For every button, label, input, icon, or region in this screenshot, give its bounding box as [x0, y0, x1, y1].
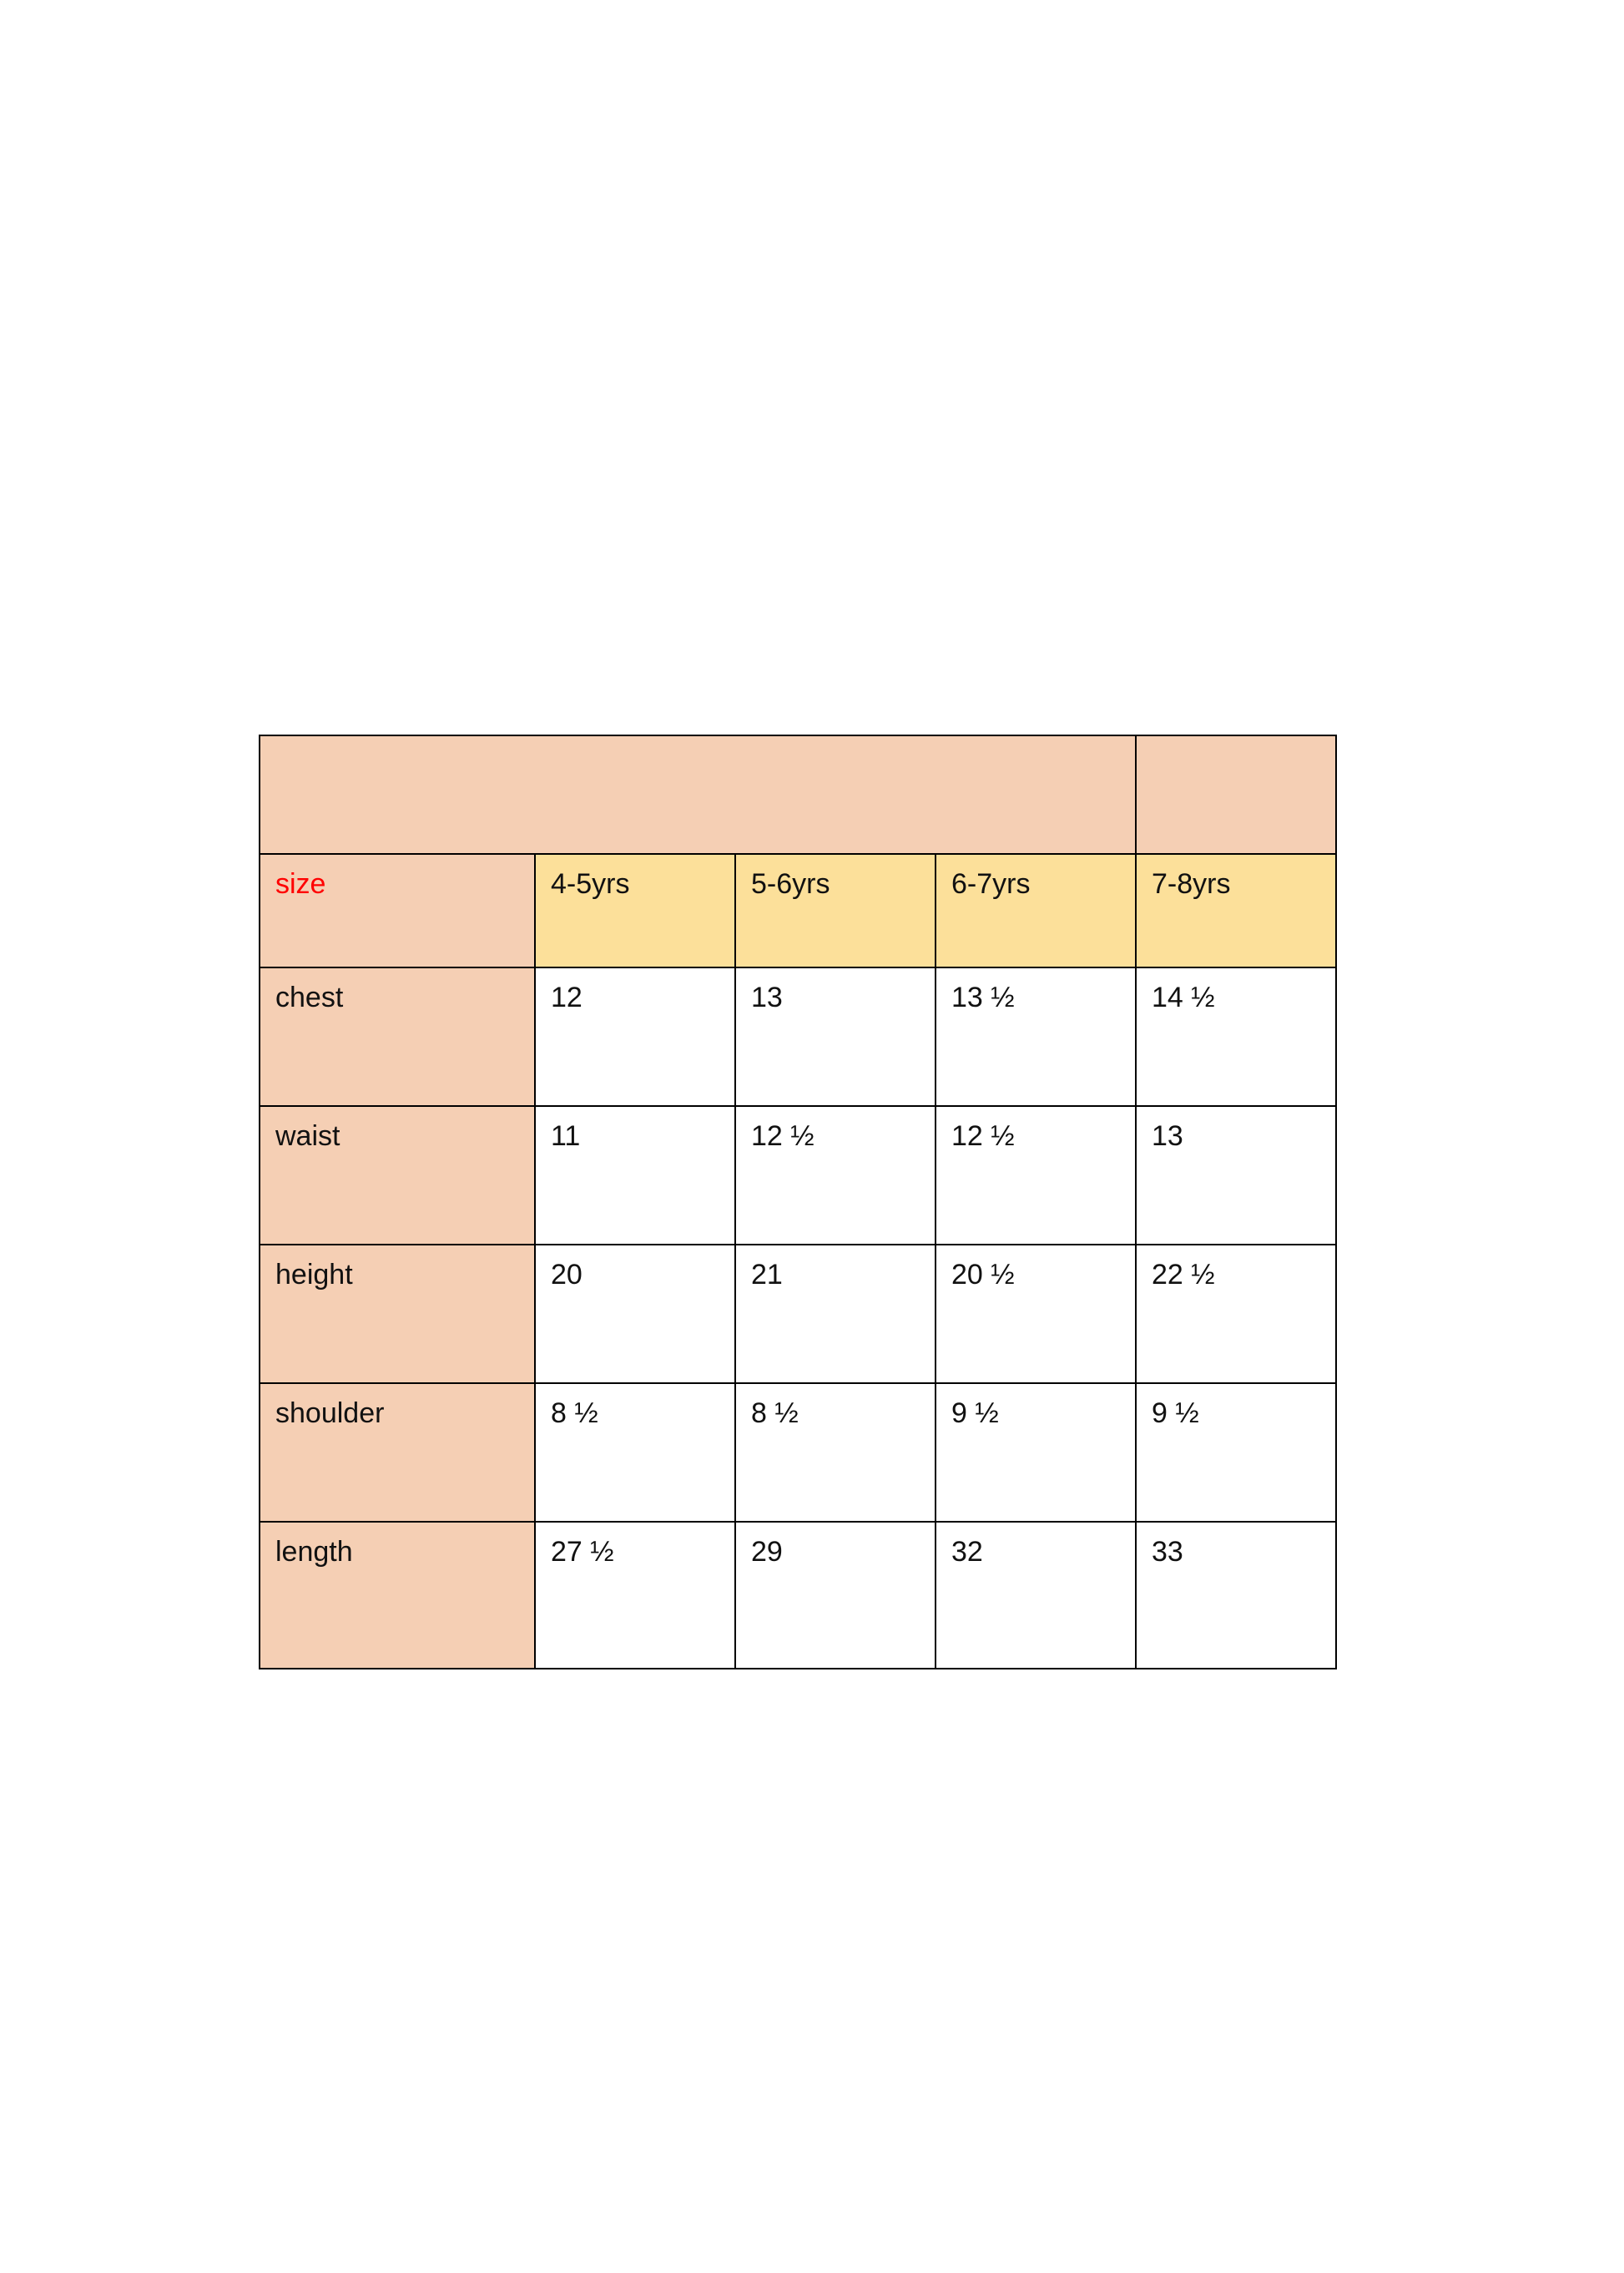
cell-length-1: 27 ½	[535, 1522, 735, 1669]
cell-shoulder-2: 8 ½	[735, 1383, 936, 1522]
row-label-chest: chest	[260, 967, 535, 1106]
table-row	[260, 1106, 1336, 1245]
column-header-1: 4-5yrs	[535, 854, 735, 967]
header-label-size: size	[260, 854, 535, 967]
cell-height-3: 20 ½	[936, 1245, 1136, 1383]
table-band-row	[260, 735, 1336, 854]
cell-shoulder-1: 8 ½	[535, 1383, 735, 1522]
row-label-height: height	[260, 1245, 535, 1383]
cell-height-4: 22 ½	[1136, 1245, 1336, 1383]
cell-waist-1: 11	[535, 1106, 735, 1245]
table-row	[260, 1522, 1336, 1669]
band-cell-left	[260, 735, 1136, 854]
column-header-3: 6-7yrs	[936, 854, 1136, 967]
cell-chest-2: 13	[735, 967, 936, 1106]
cell-length-2: 29	[735, 1522, 936, 1669]
cell-shoulder-3: 9 ½	[936, 1383, 1136, 1522]
row-label-waist: waist	[260, 1106, 535, 1245]
column-header-2: 5-6yrs	[735, 854, 936, 967]
size-chart-table	[259, 735, 1337, 1669]
cell-length-4: 33	[1136, 1522, 1336, 1669]
cell-height-2: 21	[735, 1245, 936, 1383]
cell-height-1: 20	[535, 1245, 735, 1383]
cell-length-3: 32	[936, 1522, 1136, 1669]
cell-chest-4: 14 ½	[1136, 967, 1336, 1106]
band-cell-right	[1136, 735, 1336, 854]
table-row	[260, 1245, 1336, 1383]
cell-shoulder-4: 9 ½	[1136, 1383, 1336, 1522]
cell-waist-4: 13	[1136, 1106, 1336, 1245]
table-header-row	[260, 854, 1336, 967]
table-row	[260, 967, 1336, 1106]
row-label-length: length	[260, 1522, 535, 1669]
row-label-shoulder: shoulder	[260, 1383, 535, 1522]
cell-chest-3: 13 ½	[936, 967, 1136, 1106]
table-row	[260, 1383, 1336, 1522]
cell-waist-2: 12 ½	[735, 1106, 936, 1245]
column-header-4: 7-8yrs	[1136, 854, 1336, 967]
cell-chest-1: 12	[535, 967, 735, 1106]
cell-waist-3: 12 ½	[936, 1106, 1136, 1245]
